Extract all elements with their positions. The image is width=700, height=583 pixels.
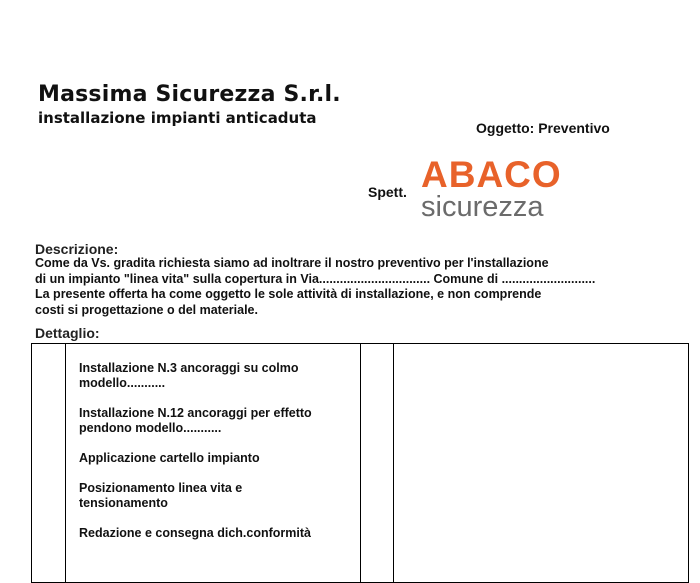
details-table bbox=[31, 343, 689, 583]
sicurezza-logo-word: sicurezza bbox=[421, 191, 544, 223]
description-body bbox=[35, 256, 675, 318]
recipient-salutation: Spett. bbox=[368, 184, 407, 200]
description-line: costi si progettazione o del materiale. bbox=[35, 302, 258, 317]
detail-item-line: Posizionamento linea vita e bbox=[79, 481, 243, 495]
abaco-logo-word: ABACO bbox=[421, 154, 562, 195]
detail-item bbox=[79, 451, 359, 466]
detail-item bbox=[79, 526, 359, 541]
detail-item-line: Installazione N.12 ancoraggi per effetto bbox=[79, 406, 312, 420]
detail-item-line: modello........... bbox=[79, 376, 166, 390]
description-line: Come da Vs. gradita richiesta siamo ad inoltrare il nostro preventivo per l'installazione bbox=[35, 256, 549, 270]
detail-item-line: Installazione N.3 ancoraggi su colmo bbox=[79, 361, 299, 375]
company-subtitle: installazione impianti anticaduta bbox=[38, 109, 317, 127]
description-line: di un impianto "linea vita" sulla copertura in Via................................ Comune di ........................... bbox=[35, 271, 596, 286]
detail-item-line: Applicazione cartello impianto bbox=[79, 451, 260, 465]
table-divider bbox=[393, 344, 394, 582]
description-label: Descrizione: bbox=[35, 241, 119, 257]
detail-item-line: pendono modello........... bbox=[79, 421, 222, 435]
table-divider bbox=[360, 344, 361, 582]
company-name: Massima Sicurezza S.r.l. bbox=[38, 82, 341, 107]
detail-item bbox=[79, 481, 359, 511]
details-label: Dettaglio: bbox=[35, 325, 100, 341]
description-line: La presente offerta ha come oggetto le sole attività di installazione, e non comprende bbox=[35, 287, 542, 301]
subject-line: Oggetto: Preventivo bbox=[476, 120, 610, 136]
table-divider bbox=[65, 344, 66, 582]
detail-item bbox=[79, 361, 359, 391]
detail-item-line: Redazione e consegna dich.conformità bbox=[79, 526, 311, 540]
detail-item-line: tensionamento bbox=[79, 496, 168, 510]
detail-item bbox=[79, 406, 359, 436]
